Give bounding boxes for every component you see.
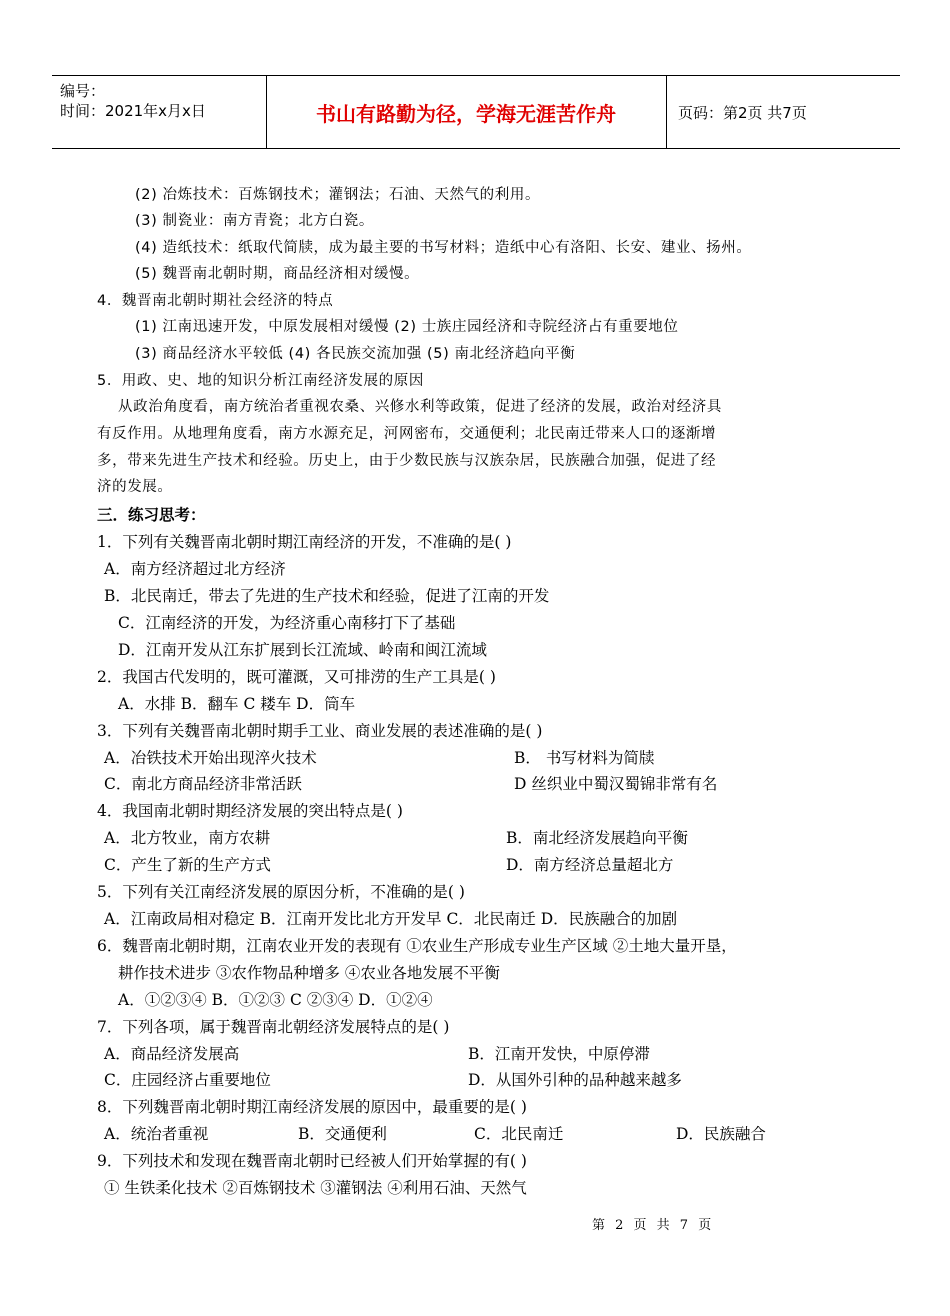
option: C．庄园经济占重要地位 [104,1071,271,1089]
option: A．冶铁技术开始出现淬火技术 [104,749,317,767]
text-line: (5) 魏晋南北朝时期，商品经济相对缓慢。 [135,266,420,282]
option: B．交通便利 [298,1125,387,1143]
question-6-continued: 耕作技术进步 ③农作物品种增多 ④农业各地发展不平衡 [118,964,500,982]
question-5: 5．下列有关江南经济发展的原因分析，不准确的是( ) [97,883,465,901]
time-label: 时间：2021年x月x日 [60,102,206,120]
option: D 丝织业中蜀汉蜀锦非常有名 [514,775,718,793]
option: C．北民南迁 [474,1125,564,1143]
question-9: 9．下列技术和发现在魏晋南北朝时已经被人们开始掌握的有( ) [97,1152,527,1170]
option: C．产生了新的生产方式 [104,856,271,874]
option: D．民族融合 [676,1125,766,1143]
question-1: 1．下列有关魏晋南北朝时期江南经济的开发，不准确的是( ) [97,533,512,551]
option: A．统治者重视 [104,1125,209,1143]
option: B．北民南迁，带去了先进的生产技术和经验，促进了江南的开发 [104,587,550,605]
option: C．江南经济的开发，为经济重心南移打下了基础 [118,614,456,632]
option: A．北方牧业，南方农耕 [104,829,271,847]
paragraph-line: 有反作用。从地理角度看，南方水源充足，河网密布，交通便利；北民南迁带来人口的逐渐增 [97,426,717,442]
question-6: 6．魏晋南北朝时期，江南农业开发的表现有 ①农业生产形成专业生产区域 ②土地大量开垦， [97,937,737,955]
section-heading: 5．用政、史、地的知识分析江南经济发展的原因 [97,373,424,389]
page-header [52,75,900,149]
slogan: 书山有路勤为径，学海无涯苦作舟 [266,76,667,148]
section-title: 三．练习思考： [97,505,206,524]
question-4: 4．我国南北朝时期经济发展的突出特点是( ) [97,802,403,820]
option: A．商品经济发展高 [104,1045,240,1063]
option-row: A．江南政局相对稳定 B．江南开发比北方开发早 C．北民南迁 D．民族融合的加剧 [104,910,678,928]
text-line: (1) 江南迅速开发，中原发展相对缓慢 (2) 士族庄园经济和寺院经济占有重要地位 [135,319,679,335]
paragraph-line: 从政治角度看，南方统治者重视农桑、兴修水利等政策，促进了经济的发展，政治对经济具 [118,399,722,415]
option: D．从国外引种的品种越来越多 [468,1071,682,1089]
option: B． 书写材料为简牍 [514,749,655,767]
text-line: (3) 制瓷业：南方青瓷；北方白瓷。 [135,213,374,229]
paragraph-line: 多，带来先进生产技术和经验。历史上，由于少数民族与汉族杂居，民族融合加强，促进了经 [97,453,717,469]
question-3: 3．下列有关魏晋南北朝时期手工业、商业发展的表述准确的是( ) [97,722,543,740]
option: D．南方经济总量超北方 [506,856,674,874]
text-line: (3) 商品经济水平较低 (4) 各民族交流加强 (5) 南北经济趋向平衡 [135,346,576,362]
option: A．南方经济超过北方经济 [104,560,286,578]
header-left-cell [52,76,267,148]
section-heading: 4．魏晋南北朝时期社会经济的特点 [97,293,334,309]
option: D．江南开发从江东扩展到长江流域、岭南和闽江流域 [118,641,487,659]
option: B．南北经济发展趋向平衡 [506,829,688,847]
paragraph-line: 济的发展。 [97,479,173,495]
page-footer: 第 2 页 共 7 页 [592,1218,715,1233]
option-row: A．水排 B．翻车 C 耧车 D．筒车 [118,695,356,713]
option: C．南北方商品经济非常活跃 [104,775,302,793]
option-row: ① 生铁柔化技术 ②百炼钢技术 ③灌钢法 ④利用石油、天然气 [104,1179,527,1197]
question-2: 2．我国古代发明的，既可灌溉，又可排涝的生产工具是( ) [97,668,496,686]
text-line: (2) 冶炼技术：百炼钢技术；灌钢法；石油、天然气的利用。 [135,187,541,203]
option-row: A．①②③④ B．①②③ C ②③④ D．①②④ [118,991,433,1009]
text-line: (4) 造纸技术：纸取代简牍，成为最主要的书写材料；造纸中心有洛阳、长安、建业、扬州。 [135,240,752,256]
page-info: 页码：第2页 共7页 [678,104,807,122]
question-7: 7．下列各项，属于魏晋南北朝经济发展特点的是( ) [97,1018,450,1036]
number-label: 编号： [60,82,106,100]
question-8: 8．下列魏晋南北朝时期江南经济发展的原因中，最重要的是( ) [97,1098,527,1116]
option: B．江南开发快，中原停滞 [468,1045,650,1063]
